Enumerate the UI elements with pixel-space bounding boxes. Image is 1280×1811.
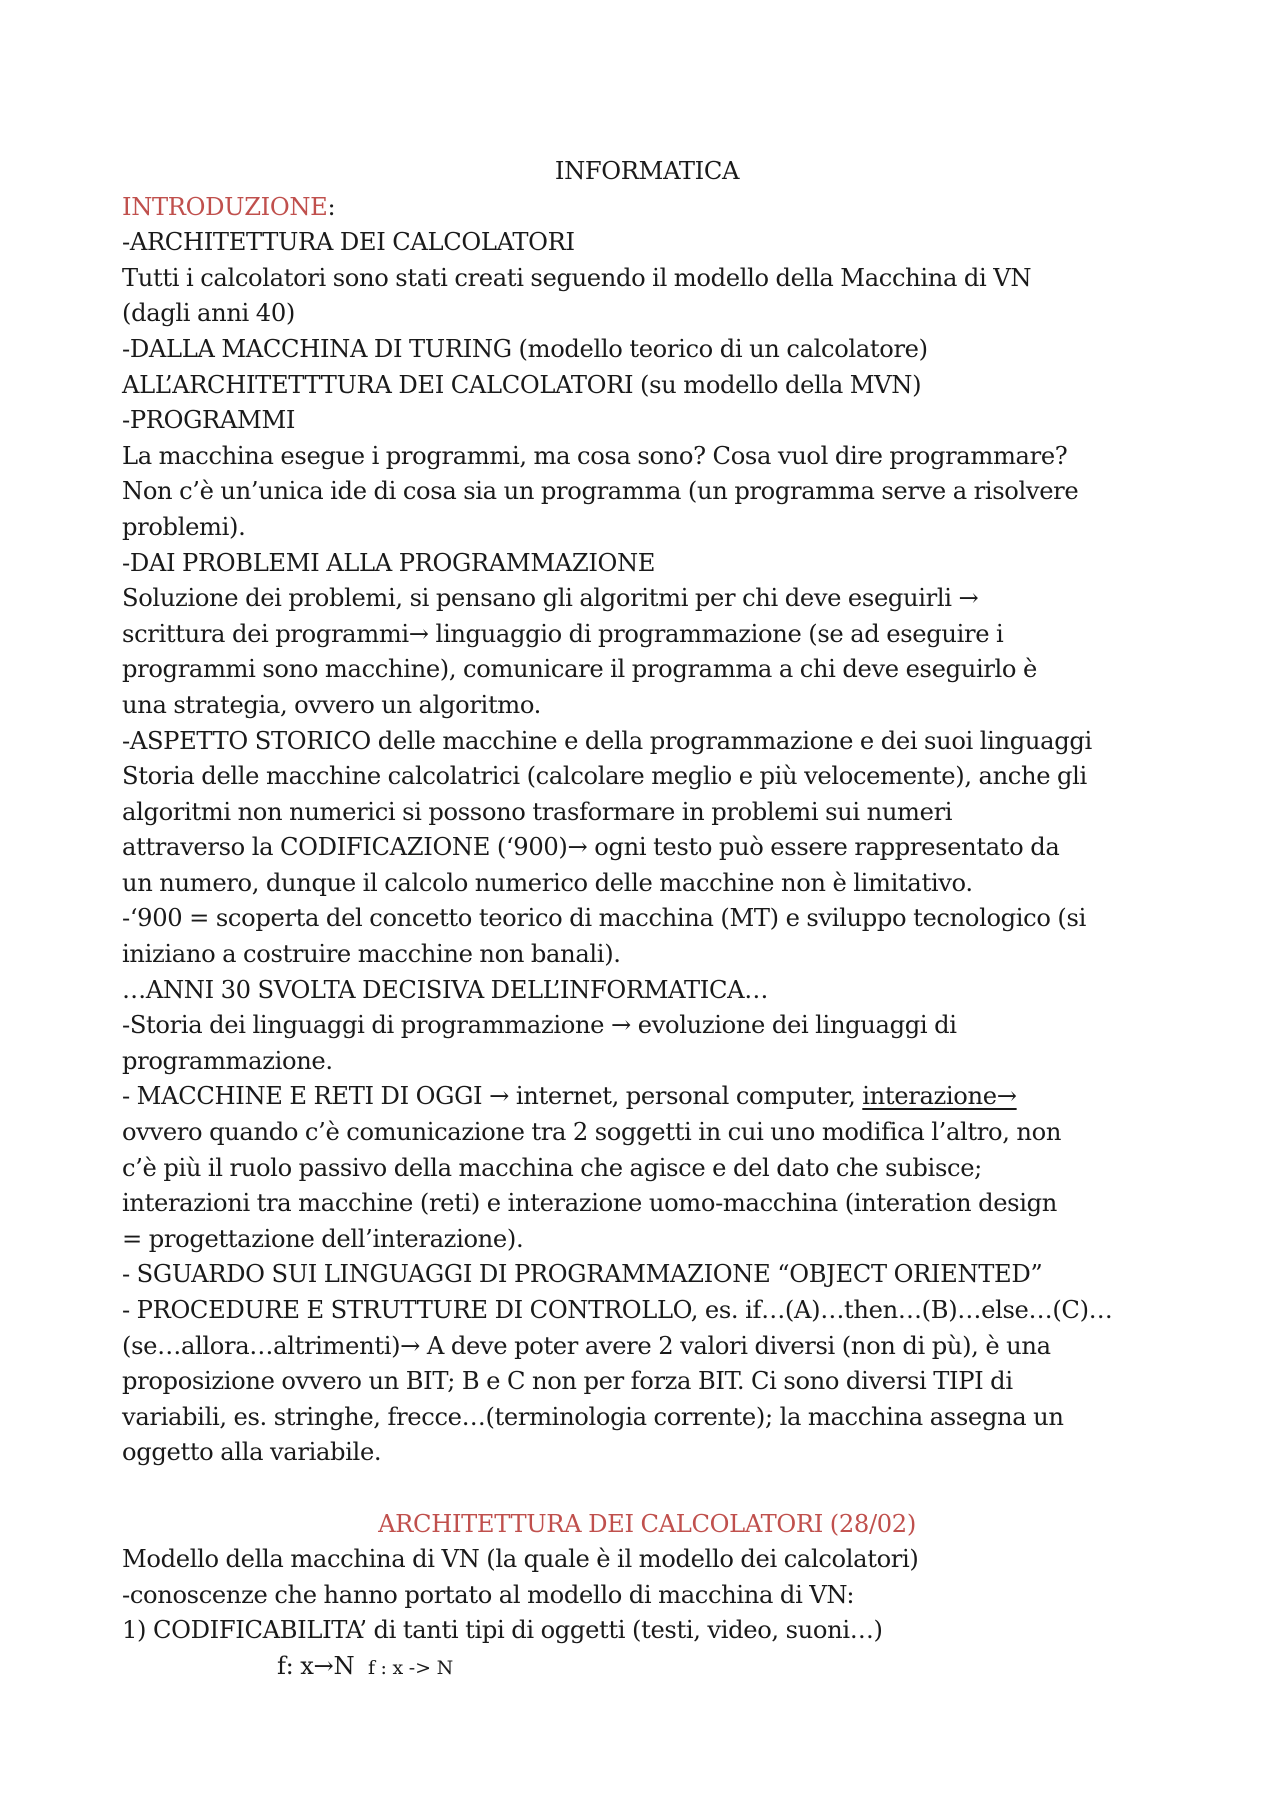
- text-line: (dagli anni 40): [122, 299, 295, 328]
- text-line: Modello della macchina di VN (la quale è il modello dei calcolatori): [122, 1545, 919, 1574]
- text-line: algoritmi non numerici si possono trasformare in problemi sui numeri: [122, 797, 953, 826]
- text-line: proposizione ovvero un BIT; B e C non per forza BIT. Ci sono diversi TIPI di: [122, 1367, 1013, 1396]
- text-line: …ANNI 30 SVOLTA DECISIVA DELL’INFORMATICA…: [122, 975, 769, 1004]
- text-line: - SGUARDO SUI LINGUAGGI DI PROGRAMMAZIONE “OBJECT ORIENTED”: [122, 1260, 1043, 1289]
- text-line: Storia delle macchine calcolatrici (calcolare meglio e più velocemente), anche gli: [122, 762, 1087, 791]
- text-line: = progettazione dell’interazione).: [122, 1224, 524, 1253]
- intro-heading-colon: :: [327, 192, 336, 221]
- text-line: -DAI PROBLEMI ALLA PROGRAMMAZIONE: [122, 548, 656, 577]
- text-line: scrittura dei programmi→ linguaggio di programmazione (se ad eseguire i: [122, 619, 1004, 648]
- formula-main: f: x→N: [277, 1651, 355, 1680]
- text-line: Soluzione dei problemi, si pensano gli algoritmi per chi deve eseguirli →: [122, 584, 979, 613]
- document-body: [122, 154, 1172, 1685]
- formula-line: [122, 1649, 1172, 1685]
- text-line: programmazione.: [122, 1046, 333, 1075]
- text-line: programmi sono macchine), comunicare il programma a chi deve eseguirlo è: [122, 655, 1037, 684]
- text-line: oggetto alla variabile.: [122, 1438, 382, 1467]
- text-line: -ARCHITETTURA DEI CALCOLATORI: [122, 228, 575, 257]
- text-line: 1) CODIFICABILITA’ di tanti tipi di oggetti (testi, video, suoni…): [122, 1616, 883, 1645]
- text-line: -‘900 = scoperta del concetto teorico di macchina (MT) e sviluppo tecnologico (si: [122, 904, 1086, 933]
- text-line: -conoscenze che hanno portato al modello di macchina di VN:: [122, 1580, 855, 1609]
- text-line: variabili, es. stringhe, frecce…(terminologia corrente); la macchina assegna un: [122, 1402, 1064, 1431]
- intro-heading-line: [122, 190, 1172, 226]
- text-line: -PROGRAMMI: [122, 406, 296, 435]
- macchine-prefix: - MACCHINE E RETI DI OGGI → internet, personal computer,: [122, 1082, 863, 1111]
- interazione-underlined: interazione→: [862, 1082, 1017, 1111]
- text-line: un numero, dunque il calcolo numerico delle macchine non è limitativo.: [122, 868, 973, 897]
- blank-line: [122, 1471, 1172, 1507]
- macchine-line: [122, 1079, 1172, 1115]
- text-line: -Storia dei linguaggi di programmazione → evoluzione dei linguaggi di: [122, 1011, 957, 1040]
- text-line: La macchina esegue i programmi, ma cosa sono? Cosa vuol dire programmare?: [122, 441, 1068, 470]
- text-line: Non c’è un’unica ide di cosa sia un programma (un programma serve a risolvere: [122, 477, 1079, 506]
- text-line: - PROCEDURE E STRUTTURE DI CONTROLLO, es. if…(A)…then…(B)…else…(C)…: [122, 1296, 1113, 1324]
- formula-alt: f : x -> N: [367, 1656, 454, 1679]
- text-line: (se…allora…altrimenti)→ A deve poter avere 2 valori diversi (non di pù), è una: [122, 1331, 1051, 1360]
- text-line: -DALLA MACCHINA DI TURING (modello teorico di un calcolatore): [122, 334, 928, 363]
- intro-heading: INTRODUZIONE: [122, 192, 328, 221]
- text-line: una strategia, ovvero un algoritmo.: [122, 690, 542, 719]
- section-heading: ARCHITETTURA DEI CALCOLATORI (28/02): [378, 1509, 916, 1538]
- text-line: Tutti i calcolatori sono stati creati seguendo il modello della Macchina di VN: [122, 263, 1032, 292]
- text-line: ALL’ARCHITETTTURA DEI CALCOLATORI (su modello della MVN): [122, 370, 922, 399]
- text-line: interazioni tra macchine (reti) e interazione uomo-macchina (interation design: [122, 1189, 1057, 1218]
- text-line: problemi).: [122, 512, 246, 541]
- text-line: c’è più il ruolo passivo della macchina che agisce e del dato che subisce;: [122, 1153, 982, 1182]
- text-line: attraverso la CODIFICAZIONE (‘900)→ ogni testo può essere rappresentato da: [122, 833, 1060, 862]
- text-line: ovvero quando c’è comunicazione tra 2 soggetti in cui uno modifica l’altro, non: [122, 1118, 1062, 1147]
- text-line: iniziano a costruire macchine non banali).: [122, 940, 621, 969]
- document-title: INFORMATICA: [554, 157, 740, 185]
- text-line: -ASPETTO STORICO delle macchine e della programmazione e dei suoi linguaggi: [122, 726, 1092, 755]
